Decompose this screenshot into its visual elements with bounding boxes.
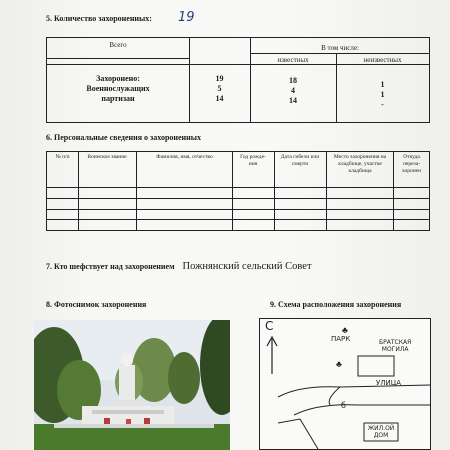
header-known: известных — [277, 56, 309, 64]
street-mark: б — [341, 401, 346, 410]
col-rank: Воинское звание — [87, 154, 127, 160]
handwritten-count: 19 — [178, 10, 195, 25]
total-soldiers: 5 — [217, 84, 222, 93]
header-including: В том числе: — [321, 44, 359, 52]
row-label-buried: Захоронено: — [96, 74, 140, 83]
section7-title: 7. Кто шефствует над захоронением — [46, 262, 175, 271]
section6-title: 6. Персональные сведения о захороненных — [46, 133, 202, 142]
total-buried: 19 — [215, 74, 224, 83]
row-label-soldiers: Военнослужащих — [86, 84, 150, 93]
burial-count-table — [46, 37, 430, 123]
unknown-soldiers: 1 — [380, 90, 385, 99]
unknown-partisans: - — [381, 100, 384, 109]
col-number: № п/п — [55, 154, 70, 160]
park-label: ПАРК — [331, 335, 351, 343]
house-label-line2: ДОМ — [373, 432, 389, 439]
section8-title: 8. Фотоснимок захоронения — [46, 300, 147, 309]
section9-title: 9. Схема расположения захоронения — [270, 300, 402, 309]
header-total: Всего — [109, 41, 127, 49]
total-partisans: 14 — [215, 94, 224, 103]
north-label: С — [265, 319, 274, 333]
patron-value: Пожнянский сельский Совет — [182, 261, 312, 272]
unknown-buried: 1 — [380, 80, 385, 89]
col-burial-place: Место захоронения на кладбище, участке кладбища — [333, 154, 387, 174]
row-label-partisans: партизан — [101, 94, 135, 103]
col-reburied-from: Откуда переза-хоронен — [401, 154, 422, 174]
svg-text:♣: ♣ — [342, 325, 348, 335]
house-label-line1: ЖИЛ.ОЙ — [367, 425, 395, 432]
known-partisans: 14 — [289, 96, 297, 105]
grave-label-line2: МОГИЛА — [381, 346, 409, 353]
col-death-date: Дата гибели или смерти — [280, 154, 320, 167]
house-label — [366, 425, 396, 439]
street-label: УЛИЦА — [376, 379, 401, 387]
section7-row — [46, 256, 312, 274]
section5-title: 5. Количество захороненных: — [46, 14, 152, 23]
grave-label-line1: БРАТСКАЯ — [379, 339, 412, 346]
known-soldiers: 4 — [291, 86, 295, 95]
col-fullname: Фамилия, имя, отчество — [156, 154, 213, 160]
grave-label — [379, 339, 411, 353]
location-scheme — [259, 318, 431, 450]
svg-text:♣: ♣ — [336, 359, 342, 369]
header-unknown: неизвестных — [363, 56, 402, 64]
personal-data-table — [46, 151, 430, 231]
col-birth-year: Год рожде-ния — [240, 154, 266, 167]
burial-photo — [34, 320, 230, 450]
known-buried: 18 — [289, 76, 297, 85]
